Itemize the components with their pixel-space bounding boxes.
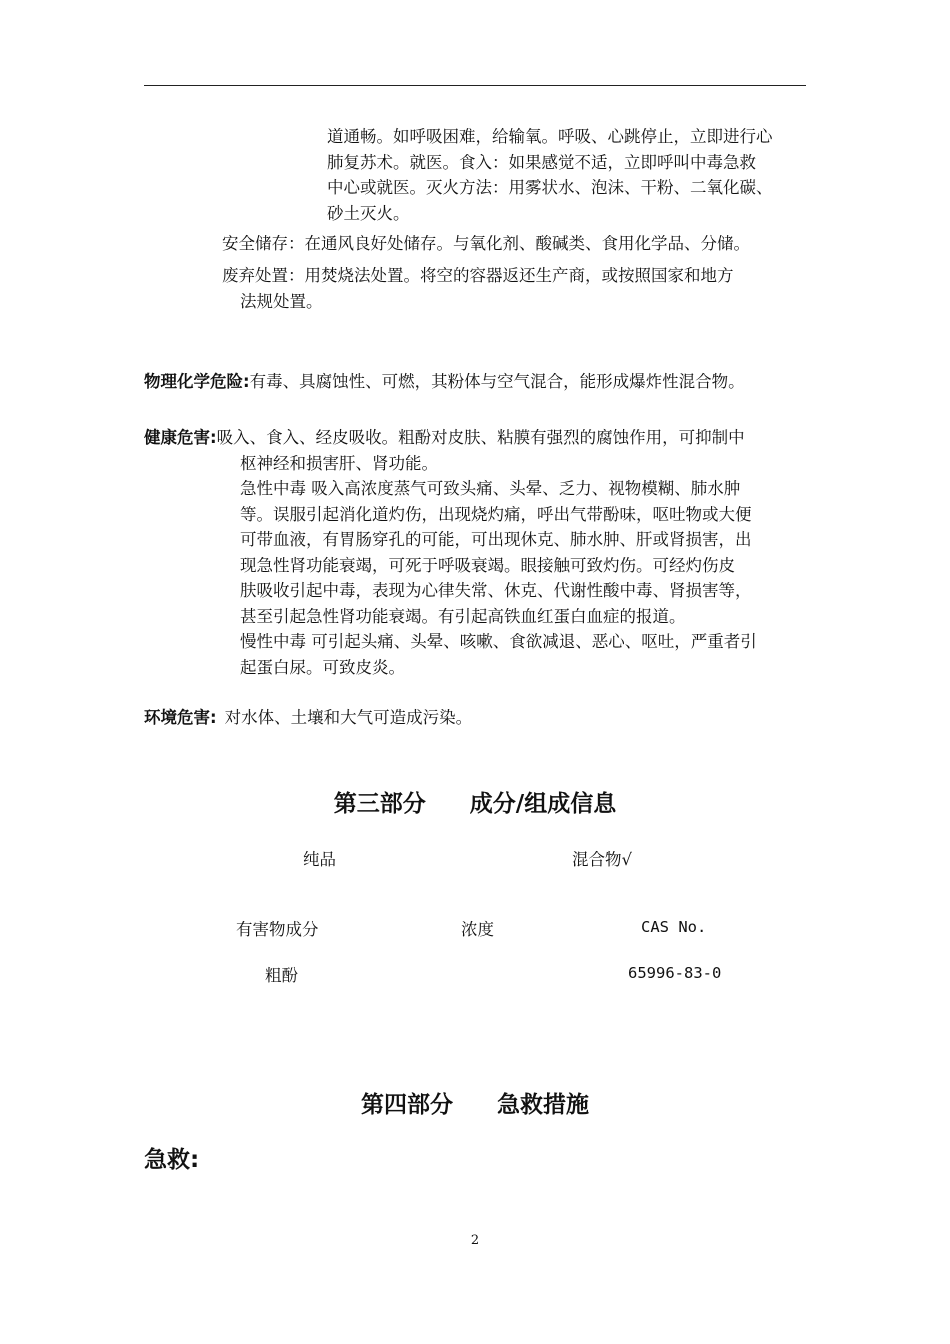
text-line: 甚至引起急性肾功能衰竭。有引起高铁血红蛋白血症的报道。	[240, 606, 686, 626]
row-cas: 65996-83-0	[628, 964, 722, 982]
health-first: 吸入、食入、经皮吸收。粗酚对皮肤、粘膜有强烈的腐蚀作用，可抑制中	[216, 428, 745, 447]
text-line: 法规处置。	[240, 291, 323, 311]
environment-hazard	[144, 705, 744, 731]
col-header-component: 有害物成分	[236, 920, 319, 939]
text-line: 可带血液，有胃肠穿孔的可能，可出现休克、肺水肿、肝或肾损害，出	[240, 530, 752, 549]
pure-label: 纯品	[303, 850, 336, 869]
col-header-concentration: 浓度	[461, 920, 494, 939]
col-header-cas: CAS No.	[641, 918, 707, 936]
section3-heading	[0, 785, 950, 818]
text-line: 等。误服引起消化道灼伤，出现烧灼痛，呼出气带酚味，呕吐物或大便	[240, 504, 752, 524]
text-line: 慢性中毒 可引起头痛、头晕、咳嗽、食欲减退、恶心、呕吐，严重者引	[240, 632, 757, 651]
section4-title: 急救措施	[497, 1092, 589, 1118]
health-body	[144, 451, 814, 681]
health-hazard	[144, 425, 814, 680]
physchem-hazard	[144, 369, 824, 395]
physchem-label: 物理化学危险:	[144, 372, 250, 391]
health-first-line	[144, 425, 814, 451]
text-line: 废弃处置：用焚烧法处置。将空的容器返还生产商，或按照国家和地方	[222, 266, 734, 285]
section4-heading	[0, 1086, 950, 1119]
environment-text: 对水体、土壤和大气可造成污染。	[224, 708, 473, 727]
text-line: 道通畅。如呼吸困难，给输氧。呼吸、心跳停止，立即进行心	[327, 127, 773, 146]
text-line: 枢神经和损害肝、肾功能。	[240, 453, 438, 473]
text-line: 起蛋白尿。可致皮炎。	[240, 657, 405, 677]
text-line: 急性中毒 吸入高浓度蒸气可致头痛、头晕、乏力、视物模糊、肺水肿	[240, 479, 741, 498]
firstaid-heading: 急救:	[144, 1147, 200, 1173]
page-number: 2	[470, 1233, 480, 1248]
text-line: 肤吸收引起中毒，表现为心律失常、休克、代谢性酸中毒、肾损害等，	[240, 581, 752, 600]
row-component: 粗酚	[265, 966, 298, 985]
physchem-text: 有毒、具腐蚀性、可燃，其粉体与空气混合，能形成爆炸性混合物。	[249, 372, 745, 391]
section3-part: 第三部分	[333, 791, 426, 817]
header-rule	[144, 85, 806, 86]
text-line: 砂土灭火。	[327, 203, 410, 223]
safe-storage: 安全储存：在通风良好处储存。与氧化剂、酸碱类、食用化学品、分储。	[222, 234, 750, 253]
health-label: 健康危害:	[144, 428, 217, 447]
section3-title: 成分/组成信息	[469, 791, 617, 817]
environment-label: 环境危害:	[144, 708, 217, 727]
disposal	[222, 263, 812, 314]
text-line: 肺复苏术。就医。食入：如果感觉不适，立即呼叫中毒急救	[327, 152, 756, 172]
mixture-label: 混合物√	[572, 850, 633, 869]
section4-part: 第四部分	[361, 1092, 453, 1118]
firstaid-continuation	[327, 124, 807, 226]
text-line: 中心或就医。灭火方法：用雾状水、泡沫、干粉、二氧化碳、	[327, 178, 773, 197]
text-line: 现急性肾功能衰竭，可死于呼吸衰竭。眼接触可致灼伤。可经灼伤皮	[240, 555, 735, 575]
